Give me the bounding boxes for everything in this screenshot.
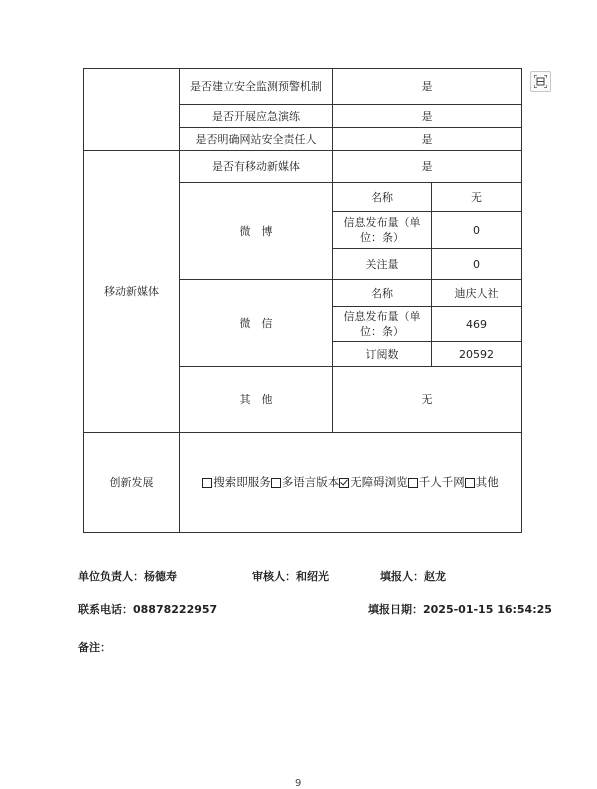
row-value: 是: [333, 105, 522, 128]
innovation-option[interactable]: [202, 475, 271, 490]
field-value: 469: [432, 307, 522, 342]
option-label: 其他: [475, 475, 499, 489]
checkbox-icon[interactable]: [271, 478, 281, 488]
weibo-label: 微 博: [180, 183, 333, 280]
fill-date: 填报日期：2025-01-15 16:54:25: [368, 603, 552, 616]
field-value: 迪庆人社: [432, 280, 522, 307]
filler: 填报人：赵龙: [380, 570, 446, 583]
field-label: 信息发布量（单位：条）: [333, 307, 432, 342]
row-label: 是否开展应急演练: [180, 105, 333, 128]
field-value: 20592: [432, 342, 522, 367]
option-label: 搜索即服务: [213, 475, 271, 489]
other-label: 其 他: [180, 367, 333, 433]
field-label: 名称: [333, 183, 432, 212]
field-label: 名称: [333, 280, 432, 307]
row-value: 是: [333, 128, 522, 151]
innovation-option[interactable]: [408, 475, 465, 490]
wechat-label: 微 信: [180, 280, 333, 367]
innovation-option[interactable]: [271, 475, 340, 490]
row-label: 是否建立安全监测预警机制: [180, 69, 333, 105]
page-number: 9: [295, 778, 302, 789]
innovation-options: [180, 433, 522, 533]
scan-icon: [534, 75, 547, 88]
report-table: [83, 68, 522, 533]
checkbox-icon[interactable]: [465, 478, 475, 488]
unit-head: 单位负责人：杨德寿: [78, 570, 177, 583]
section-security-blank: [84, 69, 180, 151]
field-label: 关注量: [333, 249, 432, 280]
innovation-option[interactable]: [465, 475, 499, 490]
field-value: 0: [432, 249, 522, 280]
contact-phone: 联系电话：08878222957: [78, 603, 218, 616]
option-label: 无障碍浏览: [350, 475, 408, 489]
option-label: 千人千网: [418, 475, 465, 489]
checkbox-icon[interactable]: [408, 478, 418, 488]
innovation-option[interactable]: [339, 475, 408, 490]
row-value: 是: [333, 151, 522, 183]
other-value: 无: [333, 367, 522, 433]
field-value: 无: [432, 183, 522, 212]
row-label: 是否明确网站安全责任人: [180, 128, 333, 151]
scan-qr-button[interactable]: [530, 71, 551, 92]
field-label: 信息发布量（单位：条）: [333, 212, 432, 249]
option-label: 多语言版本: [281, 475, 340, 489]
remark: 备注：: [78, 641, 111, 654]
reviewer: 审核人：和绍光: [252, 570, 329, 583]
field-value: 0: [432, 212, 522, 249]
checkbox-icon[interactable]: [202, 478, 212, 488]
section-innovation: 创新发展: [84, 433, 180, 533]
checkbox-checked-icon[interactable]: [339, 478, 349, 488]
row-label: 是否有移动新媒体: [180, 151, 333, 183]
row-value: 是: [333, 69, 522, 105]
field-label: 订阅数: [333, 342, 432, 367]
section-mobile-media: 移动新媒体: [84, 151, 180, 433]
